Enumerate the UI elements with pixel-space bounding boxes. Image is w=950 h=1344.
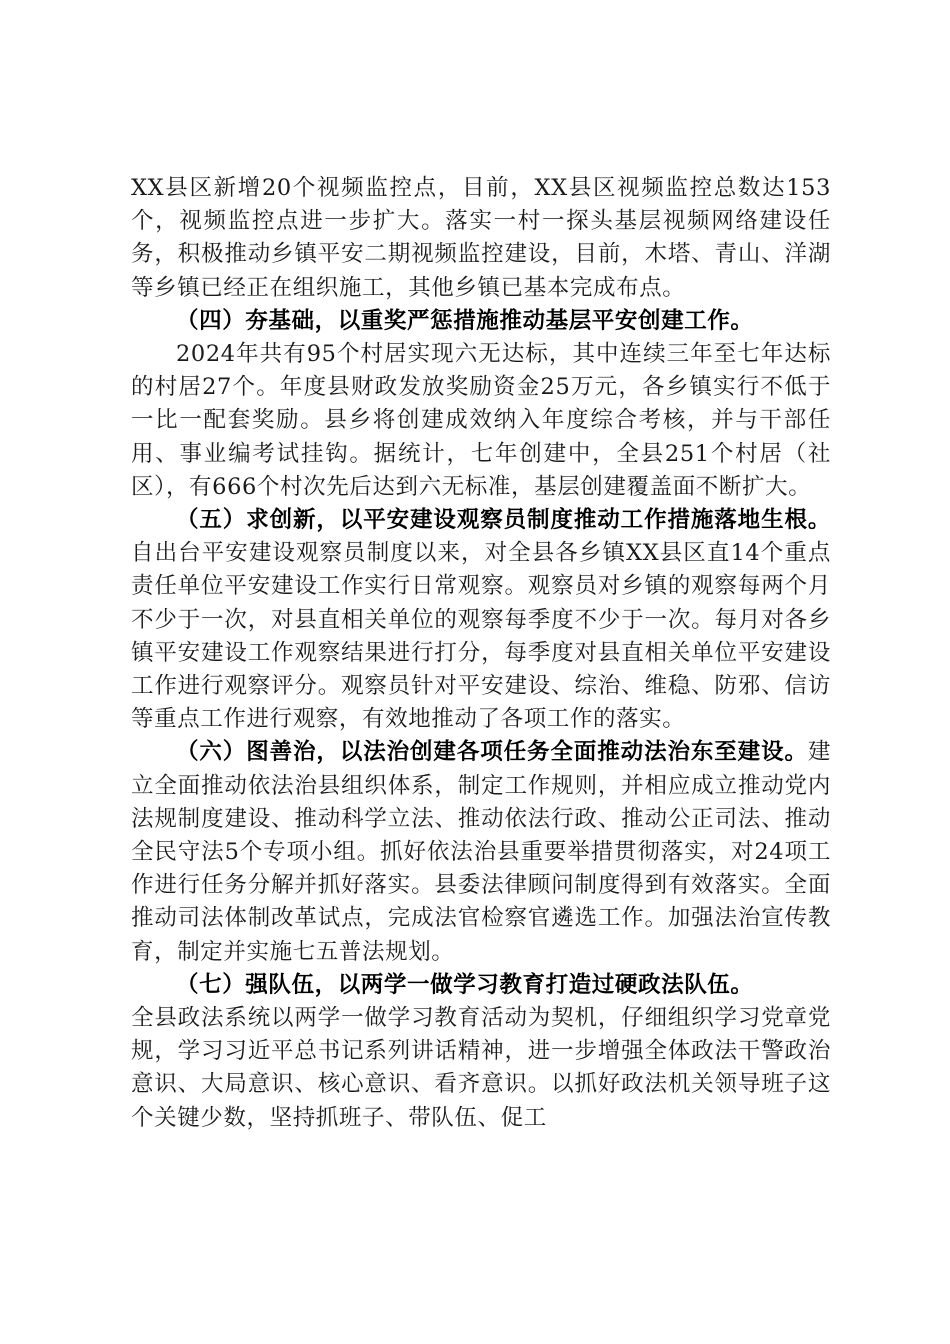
section-heading-7 [131,969,831,1002]
section-heading-4 [131,305,831,338]
paragraph-text: XX县区新增20个视频监控点，目前，XX县区视频监控总数达153个，视频监控点进一步扩大。落实一村一探头基层视频网络建设任务，积极推动乡镇平安二期视频监控建设，目前，木塔、青山、洋湖等乡镇已经正在组织施工，其他乡镇已基本完成布点。 [131,175,831,301]
paragraph-text: 建立全面推动依法治县组织体系，制定工作规则，并相应成立推动党内法规制度建设、推动科学立法、推动依法行政、推动公正司法、推动全民守法5个专项小组。抓好依法治县重要举措贯彻落实，对24项工作进行任务分解并抓好落实。县委法律顾问制度得到有效落实。全面推动司法体制改革试点，完成法官检察官遴选工作。加强法治宣传教育，制定并实施七五普法规划。 [131,739,831,965]
section-6-paragraph [131,736,831,968]
section-heading-text: （六）图善治，以法治创建各项任务全面推动法治东至建设。 [176,739,808,766]
section-5-paragraph [131,504,831,736]
paragraph-team-building [131,1002,831,1135]
section-heading-text: （五）求创新，以平安建设观察员制度推动工作措施落地生根。 [176,507,831,534]
paragraph-text: 自出台平安建设观察员制度以来，对全县各乡镇XX县区直14个重点责任单位平安建设工作实行日常观察。观察员对乡镇的观察每两个月不少于一次，对县直相关单位的观察每季度不少于一次。每月对各乡镇平安建设工作观察结果进行打分，每季度对县直相关单位平安建设工作进行观察评分。观察员针对平安建设、综治、维稳、防邪、信访等重点工作进行观察，有效地推动了各项工作的落实。 [131,540,831,733]
section-heading-text: （四）夯基础，以重奖严惩措施推动基层平安创建工作。 [176,307,754,334]
section-heading-text: （七）强队伍，以两学一做学习教育打造过硬政法队伍。 [176,971,754,998]
paragraph-video-monitoring [131,172,831,305]
paragraph-village-standards [131,338,831,504]
document-body [131,172,831,1135]
paragraph-text: 2024年共有95个村居实现六无达标，其中连续三年至七年达标的村居27个。年度县财政发放奖励资金25万元，各乡镇实行不低于一比一配套奖励。县乡将创建成效纳入年度综合考核，并与干部任用、事业编考试挂钩。据统计，七年创建中，全县251个村居（社区），有666个村次先后达到六无标准，基层创建覆盖面不断扩大。 [131,341,831,500]
paragraph-text: 全县政法系统以两学一做学习教育活动为契机，仔细组织学习党章党规，学习习近平总书记系列讲话精神，进一步增强全体政法干警政治意识、大局意识、核心意识、看齐意识。以抓好政法机关领导班子这个关键少数，坚持抓班子、带队伍、促工 [131,1005,831,1131]
